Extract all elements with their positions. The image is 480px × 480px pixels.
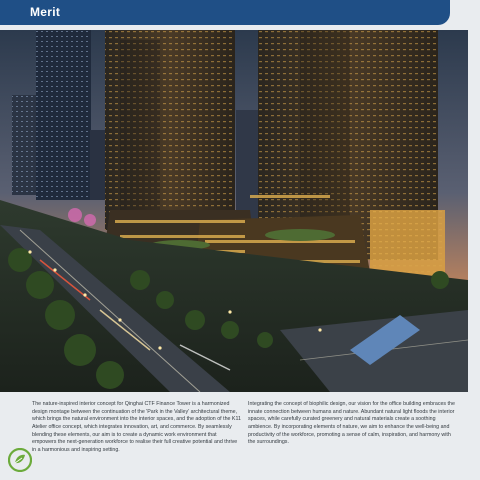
page-title: Merit — [30, 5, 61, 19]
body-paragraph-left: The nature-inspired interior concept for Qinghai CTF Finance Tower is a harmonized design montage between the continuation of the 'Park in the Valley' architectural theme, which brings the natural environment into the interior spaces, and the adoption of the K11 Atelier office concept, which integrates innovation, art, and commerce. By seamlessly blending these elements, our aim is to create a dynamic work environment that empowers the next-generation workforce to realise their full creative potential and thrive in a harmonious and inspiring setting. — [32, 401, 241, 453]
body-paragraph-right: Integrating the concept of biophilic design, our vision for the office building embraces the innate connection between humans and nature. Abundant natural light floods the interior spaces, while carefully curated greenery and natural materials create a soothing ambience. By incorporating elements of nature, we aim to enhance the well-being and productivity of the workforce, promoting a sense of calm, inspiration, and harmony with the surroundings. — [248, 401, 455, 446]
tower-photo — [0, 30, 468, 392]
leaf-logo-icon — [8, 448, 32, 472]
header-band — [0, 0, 450, 25]
